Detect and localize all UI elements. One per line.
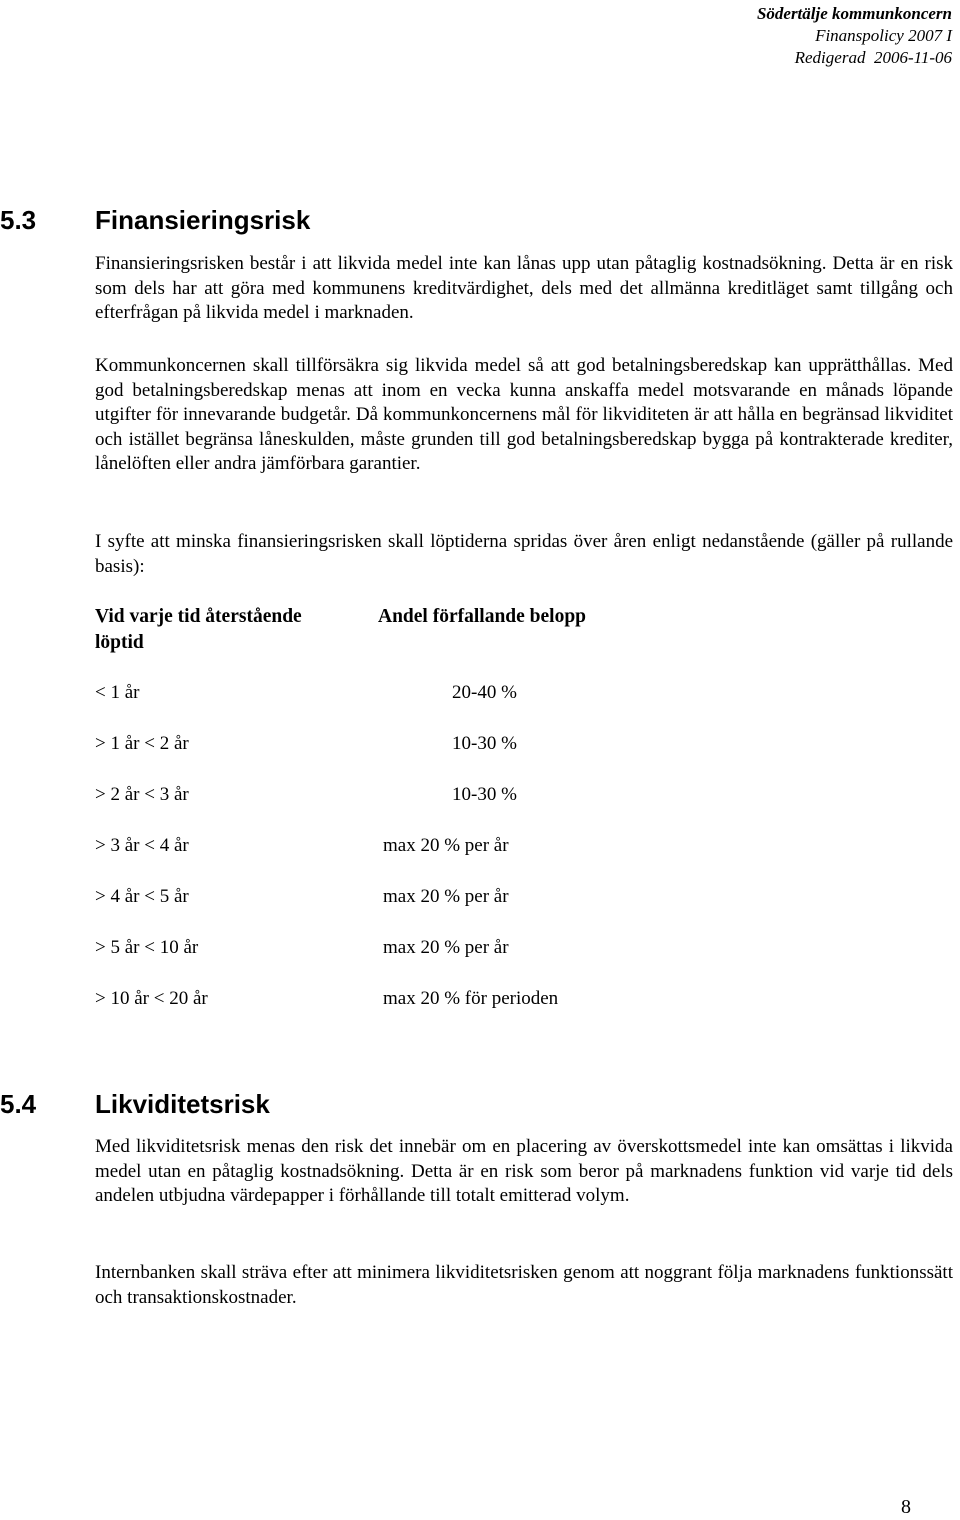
header-document-title: Finanspolicy 2007 I xyxy=(815,26,952,45)
header-edited-date: Redigerad 2006-11-06 xyxy=(794,48,952,67)
section-5-3-heading xyxy=(0,205,310,236)
section-5-4-heading xyxy=(0,1089,270,1120)
section-number: 5.3 xyxy=(0,205,37,235)
paragraph: Med likviditetsrisk menas den risk det innebär om en placering av överskottsmedel inte kan omsättas i likvida medel utan en påtaglig kostnadsökning. Detta är en risk som beror på marknadens funktion vid varje tid dels andelen utbjudna värdepapper i förhållande till totalt emitterad volym. xyxy=(95,1136,953,1206)
row-term: > 10 år < 20 år xyxy=(95,988,208,1009)
section-title: Finansieringsrisk xyxy=(95,205,311,235)
paragraph: Finansieringsrisken består i att likvida medel inte kan lånas upp utan påtaglig kostnadsökning. Detta är en risk som dels har att göra med kommunens kreditvärdighet, dels med det allmänna kreditläget samt tillgång och efterfrågan på likvida medel i marknaden. xyxy=(95,253,953,323)
row-term: > 4 år < 5 år xyxy=(95,886,189,907)
page-number: 8 xyxy=(901,1496,911,1518)
paragraph: I syfte att minska finansieringsrisken skall löptiderna spridas över åren enligt nedanstående (gäller på rullande basis): xyxy=(95,531,953,577)
paragraph: Internbanken skall sträva efter att minimera likviditetsrisken genom att noggrant följa marknadens funktionssätt och transaktionskostnader. xyxy=(95,1262,953,1308)
row-share: 10-30 % xyxy=(452,784,517,805)
section-number: 5.4 xyxy=(0,1089,37,1119)
table-header-term: Vid varje tid återstående löptid xyxy=(95,606,302,653)
row-term: > 5 år < 10 år xyxy=(95,937,199,958)
row-share: max 20 % per år xyxy=(383,835,509,856)
page-header xyxy=(757,3,952,69)
row-share: max 20 % per år xyxy=(383,937,509,958)
header-organization: Södertälje kommunkoncern xyxy=(756,4,952,23)
row-term: > 2 år < 3 år xyxy=(95,784,189,805)
row-share: max 20 % per år xyxy=(383,886,509,907)
paragraph: Kommunkoncernen skall tillförsäkra sig likvida medel så att god betalningsberedskap kan upprätthållas. Med god betalningsberedskap menas att inom en vecka kunna anskaffa medel motsvarande en månads löpande utgifter för innevarande budgetår. Då kommunkoncernens mål för likviditeten är att hålla en begränsad likviditet och istället begränsa låneskulden, måste grunden till god betalningsberedskap bygga på kontrakterade krediter, lånelöften eller andra jämförbara garantier. xyxy=(95,355,953,474)
row-share: max 20 % för perioden xyxy=(383,988,559,1009)
row-share: 20-40 % xyxy=(452,682,517,703)
section-title: Likviditetsrisk xyxy=(95,1089,270,1119)
row-share: 10-30 % xyxy=(452,733,517,754)
row-term: > 1 år < 2 år xyxy=(95,733,189,754)
row-term: > 3 år < 4 år xyxy=(95,835,189,856)
table-header-share: Andel förfallande belopp xyxy=(378,606,587,627)
row-term: < 1 år xyxy=(95,682,140,703)
